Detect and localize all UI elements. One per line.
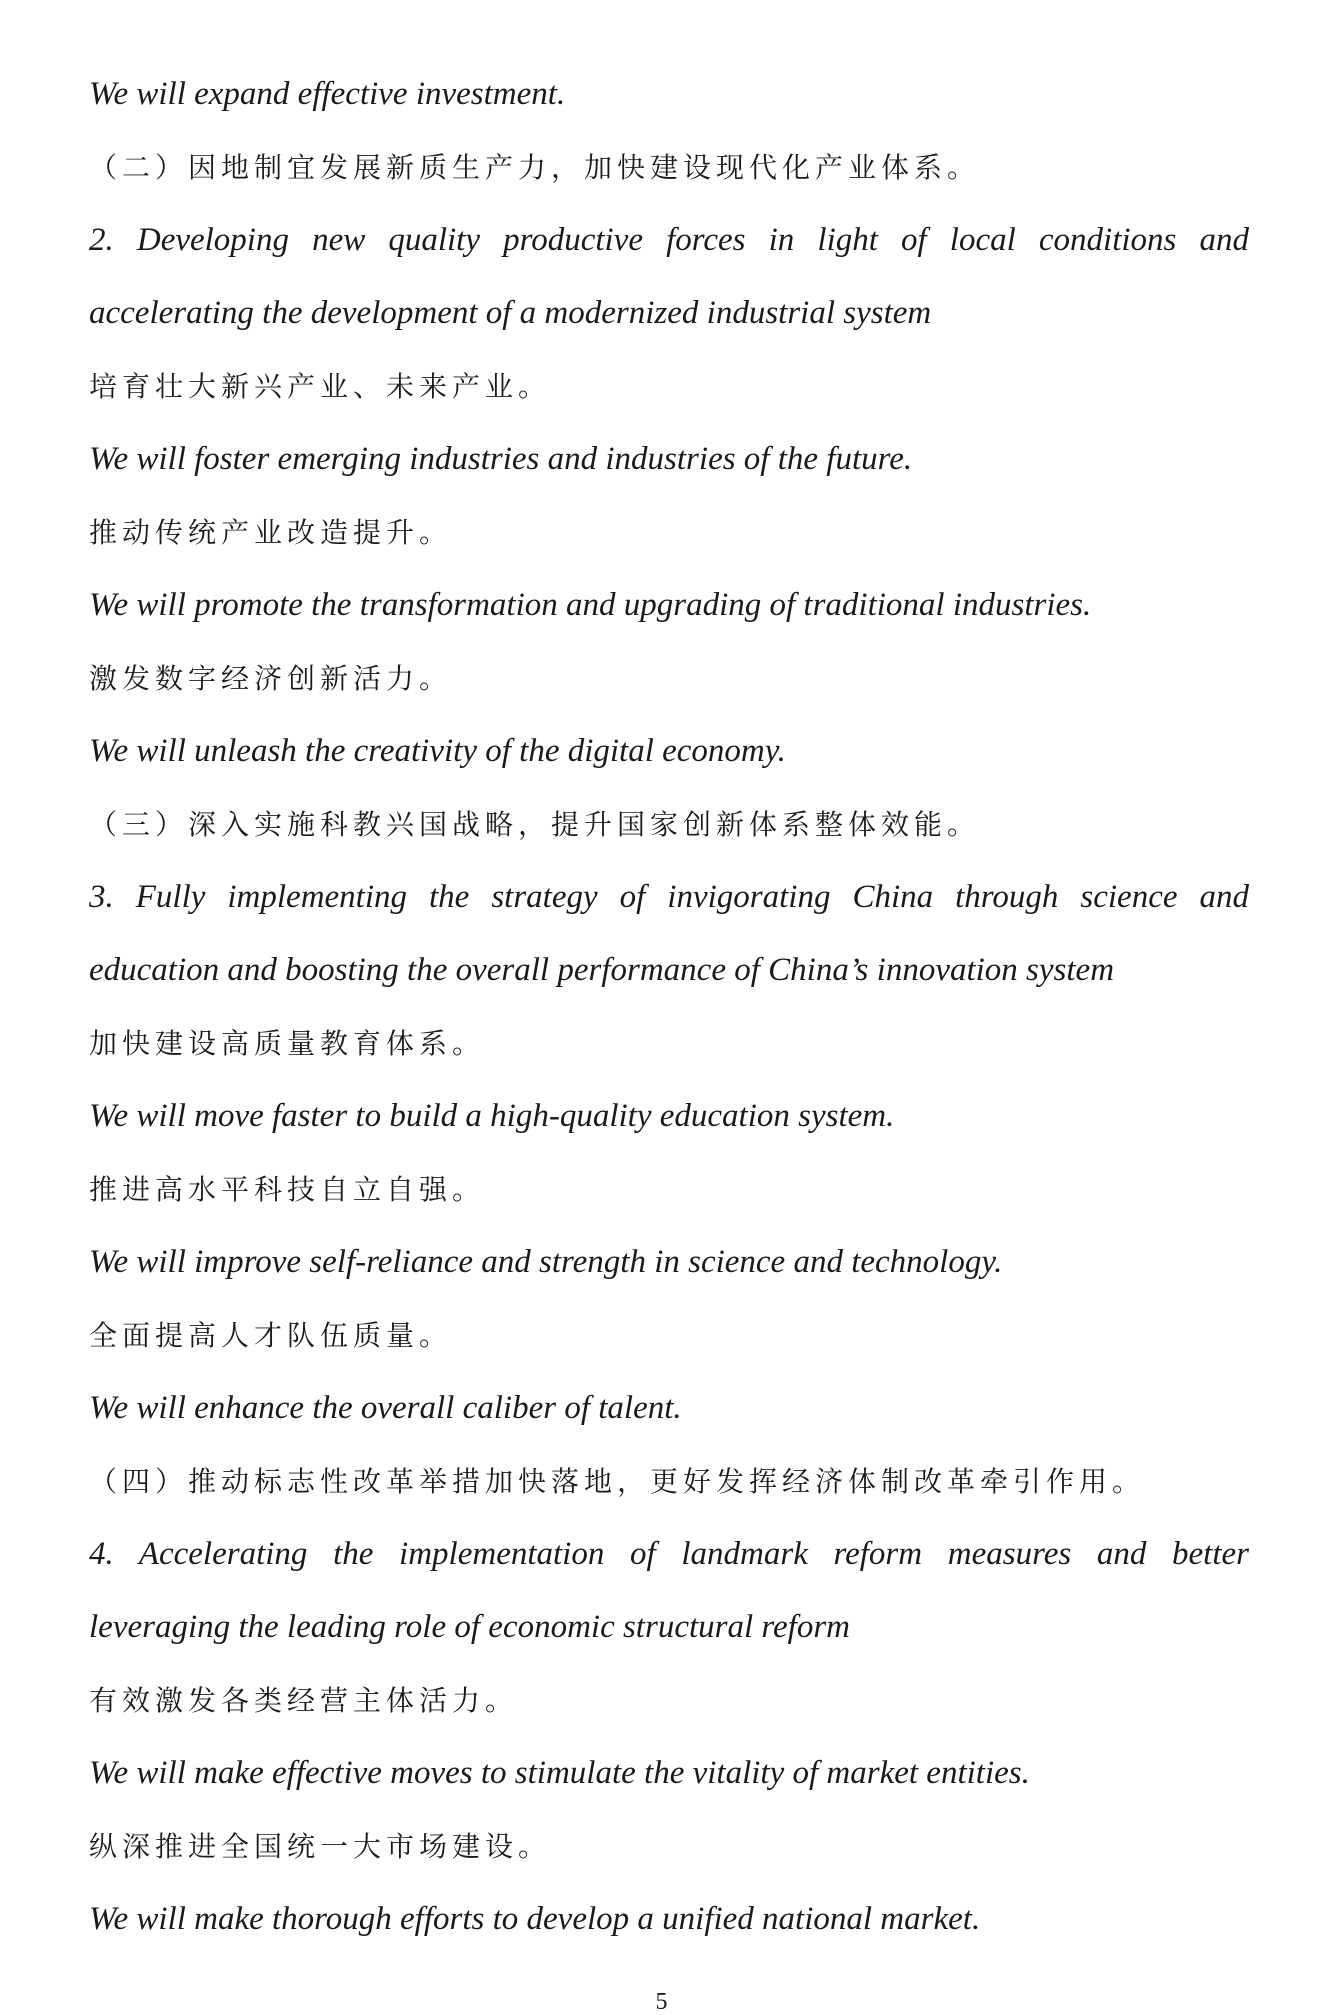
chinese-section-heading: （三）深入实施科教兴国战略，提升国家创新体系整体效能。 (89, 808, 981, 841)
chinese-section-heading: （二）因地制宜发展新质生产力，加快建设现代化产业体系。 (89, 151, 981, 184)
chinese-text-line: 激发数字经济创新活力。 (89, 662, 453, 695)
english-text-line: We will promote the transformation and upgrading of traditional industries. (89, 587, 1092, 623)
english-text-line: We will foster emerging industries and industries of the future. (89, 441, 913, 477)
english-section-heading-continued: leveraging the leading role of economic structural reform (89, 1609, 850, 1645)
english-text-line: We will move faster to build a high-quality education system. (89, 1098, 895, 1134)
chinese-text-line: 培育壮大新兴产业、未来产业。 (89, 370, 552, 403)
english-text-line: We will unleash the creativity of the digital economy. (89, 733, 786, 769)
english-text-line: We will improve self-reliance and strength in science and technology. (89, 1244, 1003, 1280)
english-section-heading: 4. Accelerating the implementation of landmark reform measures and better (89, 1536, 1249, 1572)
chinese-text-line: 推进高水平科技自立自强。 (89, 1173, 486, 1206)
english-section-heading: 3. Fully implementing the strategy of invigorating China through science and (89, 879, 1249, 915)
chinese-text-line: 纵深推进全国统一大市场建设。 (89, 1830, 552, 1863)
english-text-line: We will enhance the overall caliber of talent. (89, 1390, 682, 1426)
chinese-text-line: 全面提高人才队伍质量。 (89, 1319, 453, 1352)
english-section-heading: 2. Developing new quality productive forces in light of local conditions and (89, 222, 1249, 258)
english-text-line: We will expand effective investment. (89, 76, 566, 112)
chinese-section-heading: （四）推动标志性改革举措加快落地，更好发挥经济体制改革牵引作用。 (89, 1465, 1146, 1498)
chinese-text-line: 有效激发各类经营主体活力。 (89, 1684, 519, 1717)
page-number: 5 (655, 1989, 668, 2015)
chinese-text-line: 加快建设高质量教育体系。 (89, 1027, 486, 1060)
english-section-heading-continued: accelerating the development of a modernized industrial system (89, 295, 932, 331)
english-text-line: We will make effective moves to stimulate the vitality of market entities. (89, 1755, 1030, 1791)
chinese-text-line: 推动传统产业改造提升。 (89, 516, 453, 549)
document-body (89, 58, 1249, 1956)
english-section-heading-continued: education and boosting the overall performance of China’s innovation system (89, 952, 1115, 988)
english-text-line: We will make thorough efforts to develop a unified national market. (89, 1901, 981, 1937)
